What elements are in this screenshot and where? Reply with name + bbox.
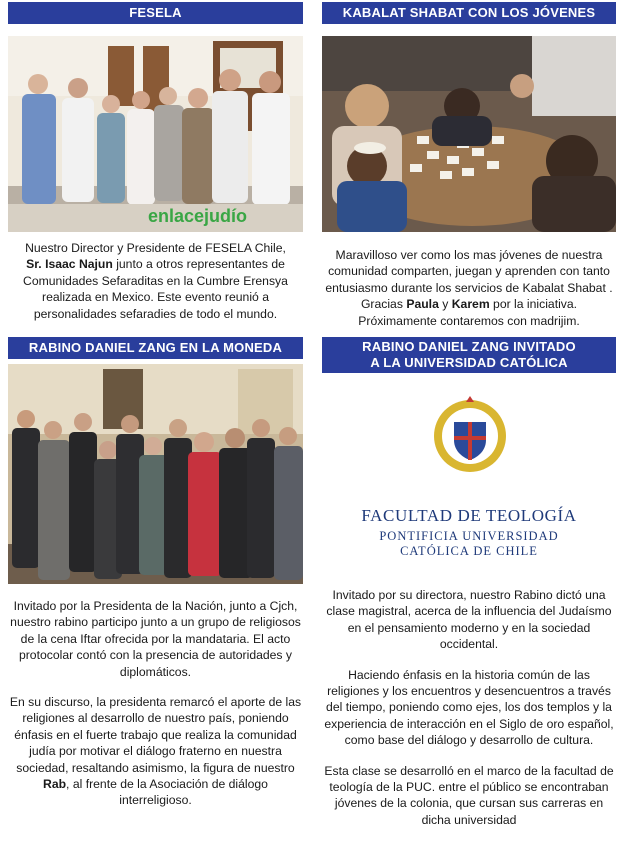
kabalat-text-after: por la iniciativa. Próximamente contaremos con madrijim.: [358, 297, 580, 328]
kabalat-caption: [322, 247, 616, 329]
catolica-para-3: Esta clase se desarrolló en el marco de la facultad de teología de la PUC. entre el público se encontraban jóvenes de la colonia, que cursan sus carreras en dicha universidad: [324, 763, 614, 827]
kabalat-name-paula: Paula: [406, 297, 439, 312]
watermark-text: enlacejudío: [148, 206, 248, 226]
section-title-fesela: FESELA: [8, 2, 303, 24]
fesela-group-photo: [8, 36, 303, 232]
section-title-kabalat: KABALAT SHABAT CON LOS JÓVENES: [322, 2, 616, 24]
catolica-text: [322, 587, 616, 842]
logo-faculty-name: FACULTAD DE TEOLOGÍA: [361, 506, 577, 525]
moneda-rab: Rab: [43, 777, 67, 792]
kabalat-text-mid: y: [438, 297, 452, 312]
moneda-para-2: [8, 694, 303, 809]
kabalat-text-before: Maravilloso ver como los mas jóvenes de nuestra comunidad comparten, juegan y aprenden con tanto entusiasmo durante los servicios de Kabalat Shabat . Gracias: [325, 248, 613, 312]
moneda-para2-before: En su discurso, la presidenta remarcó el aporte de las religiones al desarrollo de nuestro país, poniendo énfasis en el fuerte trabajo que realiza la comunidad judía por motivar el diálogo fraterno en nuestra sociedad, resaltando asimismo, la figura de nuestro: [9, 695, 302, 775]
moneda-group-photo: [8, 364, 303, 584]
fesela-name: Sr. Isaac Najun: [26, 257, 113, 272]
enlacejudio-watermark: [148, 206, 247, 227]
moneda-para-1: Invitado por la Presidenta de la Nación, junto a Cjch, nuestro rabino participo junto a un grupo de religiosos de la cena Iftar ofrecida por la mandataria. El acto protocolar contó con la presencia de autoridades y diplomáticos.: [10, 599, 301, 679]
moneda-para2-after: , al frente de la Asociación de diálogo interreligioso.: [66, 777, 268, 808]
puc-teologia-logo: [322, 378, 616, 578]
catolica-para-2: Haciendo énfasis en la historia común de las religiones y los encuentros y desencuentros a través del tiempo, poniendo como ejes, los dos templos y la experiencia de interacción en el Siglo de oro español, como base del diálogo y desarrollo de cultura.: [324, 667, 614, 748]
logo-university-line1: PONTIFICIA UNIVERSIDAD: [379, 529, 559, 543]
catolica-title-line1: RABINO DANIEL ZANG INVITADO: [362, 339, 576, 354]
moneda-text: [8, 598, 303, 823]
fesela-caption: [8, 240, 303, 322]
kabalat-kids-photo: [322, 36, 616, 232]
catolica-title-line2: A LA UNIVERSIDAD CATÓLICA: [370, 355, 568, 370]
kabalat-name-karem: Karem: [451, 297, 490, 312]
catolica-para-1: Invitado por su directora, nuestro Rabino dictó una clase magistral, acerca de la influencia del Judaísmo en el pensamiento moderno y en la sociedad occidental.: [326, 588, 612, 652]
fesela-text-before: Nuestro Director y Presidente de FESELA Chile,: [25, 241, 286, 255]
logo-university-line2: CATÓLICA DE CHILE: [400, 544, 538, 558]
section-title-moneda: RABINO DANIEL ZANG EN LA MONEDA: [8, 337, 303, 359]
fesela-text-after: junto a otros representantes de Comunidades Sefaraditas en la Cumbre Erensya realizada en Mexico. Este evento reunió a personalidades sefaradies de todo el mundo.: [23, 257, 288, 321]
section-title-catolica: [322, 337, 616, 373]
